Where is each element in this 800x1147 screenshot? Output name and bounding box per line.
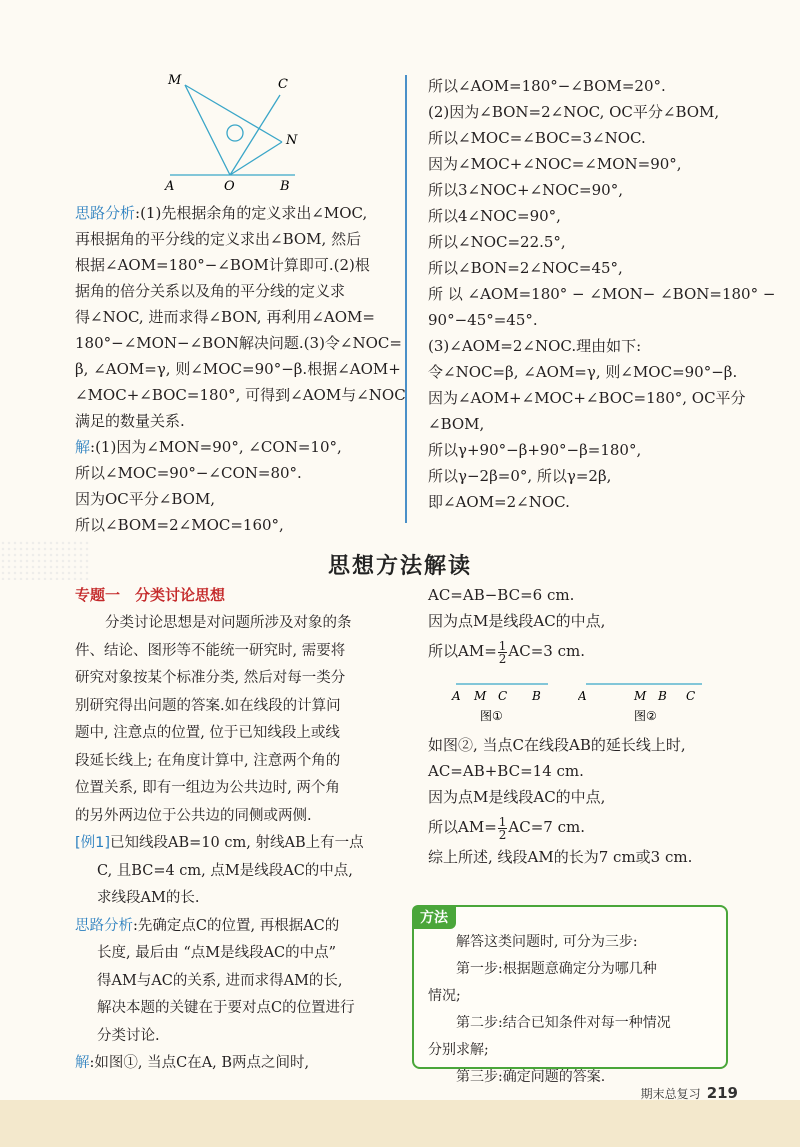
point-label: M (474, 689, 487, 703)
text-line: 分别求解; (428, 1042, 489, 1058)
text-fragment: 所以∠MOC=90°−∠CON=80°. (75, 464, 302, 482)
text-line: ∠BOM, (428, 415, 485, 433)
text-fragment: ∠MOC+∠BOC=180°, 可得到∠AOM与∠NOC (75, 386, 406, 404)
text-fragment: 180°−∠MON−∠BON解决问题.(3)令∠NOC= (75, 334, 402, 352)
text-fragment: 得AM与AC的关系, 进而求得AM的长, (97, 972, 343, 989)
text-line (75, 693, 405, 721)
text-line: 因为点M是线段AC的中点, (428, 612, 606, 630)
text-line: 所以γ−2β=0°, 所以γ=2β, (428, 467, 612, 485)
text-line (75, 226, 395, 252)
text-line (75, 775, 405, 803)
text-line: 如图②, 当点C在线段AB的延长线上时, (428, 736, 686, 754)
text-fragment: 别研究得出问题的答案.如在线段的计算问 (75, 697, 341, 714)
text-line: 第三步:确定问题的答案. (456, 1069, 606, 1085)
text-line: 因为点M是线段AC的中点, (428, 788, 606, 806)
text-fragment: 段延长线上; 在角度计算中, 注意两个角的 (75, 752, 341, 769)
text-fragment: 所以AM= (428, 642, 497, 660)
heading-label: 思路分析 (75, 917, 133, 934)
fraction-numerator: 1 (498, 814, 507, 829)
text-fragment: 求线段AM的长. (97, 890, 200, 906)
text-line (75, 460, 395, 486)
method-tag: 方法 (412, 905, 456, 929)
heading-label: 解 (75, 1055, 90, 1071)
text-fragment: :如图①, 当点C在A, B两点之间时, (89, 1055, 310, 1071)
text-line: 所以∠MOC=∠BOC=3∠NOC. (428, 129, 646, 147)
text-line: 90°−45°=45°. (428, 311, 538, 329)
analysis-block (75, 200, 406, 538)
text-line: 令∠NOC=β, ∠AOM=γ, 则∠MOC=90°−β. (428, 363, 738, 381)
page-number: 219 (706, 1084, 738, 1102)
method-box (412, 905, 728, 1085)
text-line (75, 278, 395, 304)
text-fragment: C, 且BC=4 cm, 点M是线段AC的中点, (97, 862, 353, 879)
fraction-denominator: 2 (498, 827, 507, 842)
text-line: 第一步:根据题意确定分为哪几种 (456, 961, 657, 977)
text-line (75, 330, 402, 356)
text-line (75, 434, 395, 460)
section-title: 思想方法解读 (327, 554, 472, 579)
text-line: 所 以 ∠AOM=180° − ∠MON− ∠BON=180° − (428, 285, 776, 303)
text-line (75, 940, 405, 968)
text-line (428, 634, 758, 668)
point-label: B (532, 689, 541, 703)
solution-continued (428, 73, 776, 515)
text-line (75, 638, 405, 666)
text-line (75, 1050, 405, 1078)
segment-figures (428, 668, 758, 732)
text-line: 情况; (428, 988, 461, 1004)
text-line: (3)∠AOM=2∠NOC.理由如下: (428, 337, 642, 355)
point-label: C (686, 689, 696, 703)
text-line: 因为∠AOM+∠MOC+∠BOC=180°, OC平分 (428, 389, 746, 407)
text-fragment: 根据∠AOM=180°−∠BOM计算即可.(2)根 (75, 256, 370, 274)
label-b: B (280, 179, 290, 194)
point-label: C (498, 689, 508, 703)
text-fragment: 件、结论、图形等不能统一研究时, 需要将 (75, 642, 346, 659)
text-line (75, 858, 405, 886)
point-label: A (452, 689, 461, 703)
text-fragment: 已知线段AB=10 cm, 射线AB上有一点 (110, 835, 364, 851)
text-line: 所以4∠NOC=90°, (428, 207, 561, 225)
text-line: (2)因为∠BON=2∠NOC, OC平分∠BOM, (428, 103, 720, 121)
text-line (75, 512, 395, 538)
figure-caption: 图① (480, 709, 503, 723)
text-fragment: 长度, 最后由 “点M是线段AC的中点” (97, 945, 337, 961)
segment-figure-1 (448, 674, 578, 730)
text-fragment: 位置关系, 即有一组边为公共边时, 两个角 (75, 780, 340, 796)
text-fragment: β, ∠AOM=γ, 则∠MOC=90°−β.根据∠AOM+ (75, 360, 401, 378)
text-line: 综上所述, 线段AM的长为7 cm或3 cm. (428, 848, 693, 866)
text-line (75, 382, 406, 408)
ray-oc (230, 95, 280, 175)
text-line: 解答这类问题时, 可分为三步: (456, 934, 638, 950)
angle-figure (160, 70, 320, 195)
text-fragment: 再根据角的平分线的定义求出∠BOM, 然后 (75, 230, 362, 248)
text-fragment: 的另外两边位于公共边的同侧或两侧. (75, 807, 312, 824)
text-fragment: 因为OC平分∠BOM, (75, 490, 216, 508)
text-line (75, 748, 405, 776)
text-line: AC=AB−BC=6 cm. (428, 586, 575, 604)
text-line (75, 968, 405, 996)
fraction (498, 816, 508, 841)
text-line: AC=AB+BC=14 cm. (428, 762, 584, 780)
text-fragment: 解决本题的关键在于要对点C的位置进行 (97, 1000, 355, 1016)
fraction-denominator: 2 (498, 651, 507, 666)
label-m: M (168, 73, 182, 88)
text-fragment: 研究对象按某个标准分类, 然后对每一类分 (75, 670, 346, 686)
text-fragment: 分类讨论. (97, 1027, 160, 1044)
label-c: C (278, 77, 288, 92)
text-fragment: 所以∠BOM=2∠MOC=160°, (75, 516, 284, 534)
text-line: 即∠AOM=2∠NOC. (428, 493, 570, 511)
fraction-numerator: 1 (498, 638, 507, 653)
text-line (75, 665, 405, 693)
point-label: M (634, 689, 647, 703)
text-line (75, 304, 395, 330)
bottom-band (0, 1100, 800, 1147)
text-line (75, 356, 401, 382)
method-lines (428, 929, 718, 1091)
topic-label: 专题一 分类讨论思想 (75, 586, 226, 604)
text-line (75, 1023, 405, 1051)
text-line: 所以∠BON=2∠NOC=45°, (428, 259, 623, 277)
text-line (428, 810, 758, 844)
text-line (75, 830, 405, 858)
label-n: N (286, 133, 298, 148)
text-line: 因为∠MOC+∠NOC=∠MON=90°, (428, 155, 682, 173)
text-fragment: :先确定点C的位置, 再根据AC的 (133, 917, 340, 934)
text-fragment: 据角的倍分关系以及角的平分线的定义求 (75, 282, 346, 300)
text-line: 第二步:结合已知条件对每一种情况 (456, 1015, 671, 1031)
label-a: A (165, 179, 175, 194)
label-o: O (224, 179, 235, 194)
text-line (75, 610, 405, 638)
column-divider (405, 75, 407, 523)
heading-label: [例1] (75, 835, 111, 851)
text-fragment: AC=3 cm. (508, 642, 585, 660)
text-fragment: 满足的数量关系. (75, 412, 185, 430)
text-fragment: 题中, 注意点的位置, 位于已知线段上或线 (75, 725, 340, 741)
text-line (75, 995, 405, 1023)
point-label: B (658, 689, 667, 703)
text-line (75, 913, 405, 941)
text-line (75, 200, 395, 226)
text-fragment: 得∠NOC, 进而求得∠BON, 再利用∠AOM= (75, 308, 375, 326)
text-line: 所以γ+90°−β+90°−β=180°, (428, 441, 642, 459)
text-line (75, 803, 405, 831)
fraction (498, 640, 508, 665)
text-line (75, 885, 405, 913)
circle-mark (227, 125, 243, 141)
text-line: 所以3∠NOC+∠NOC=90°, (428, 181, 623, 199)
topic-body (75, 610, 405, 1078)
heading-label: 解 (75, 438, 91, 456)
chapter-label: 期末总复习 (640, 1087, 701, 1101)
example-solution (428, 582, 758, 870)
text-line: 所以∠NOC=22.5°, (428, 233, 566, 251)
text-line (75, 408, 395, 434)
point-label: A (578, 689, 587, 703)
text-fragment: :(1)因为∠MON=90°, ∠CON=10°, (90, 438, 342, 456)
text-fragment: 所以AM= (428, 818, 497, 836)
text-fragment: AC=7 cm. (508, 818, 585, 836)
heading-label: 思路分析 (75, 204, 136, 222)
text-line (75, 252, 395, 278)
text-line (75, 486, 395, 512)
text-fragment: 分类讨论思想是对问题所涉及对象的条 (105, 615, 352, 631)
segment-figure-2 (578, 674, 728, 730)
text-line: 所以∠AOM=180°−∠BOM=20°. (428, 77, 666, 95)
text-line (75, 720, 405, 748)
text-fragment: :(1)先根据余角的定义求出∠MOC, (135, 204, 368, 222)
page-footer (641, 1084, 738, 1102)
figure-caption: 图② (634, 709, 657, 723)
ray-on (230, 142, 282, 175)
